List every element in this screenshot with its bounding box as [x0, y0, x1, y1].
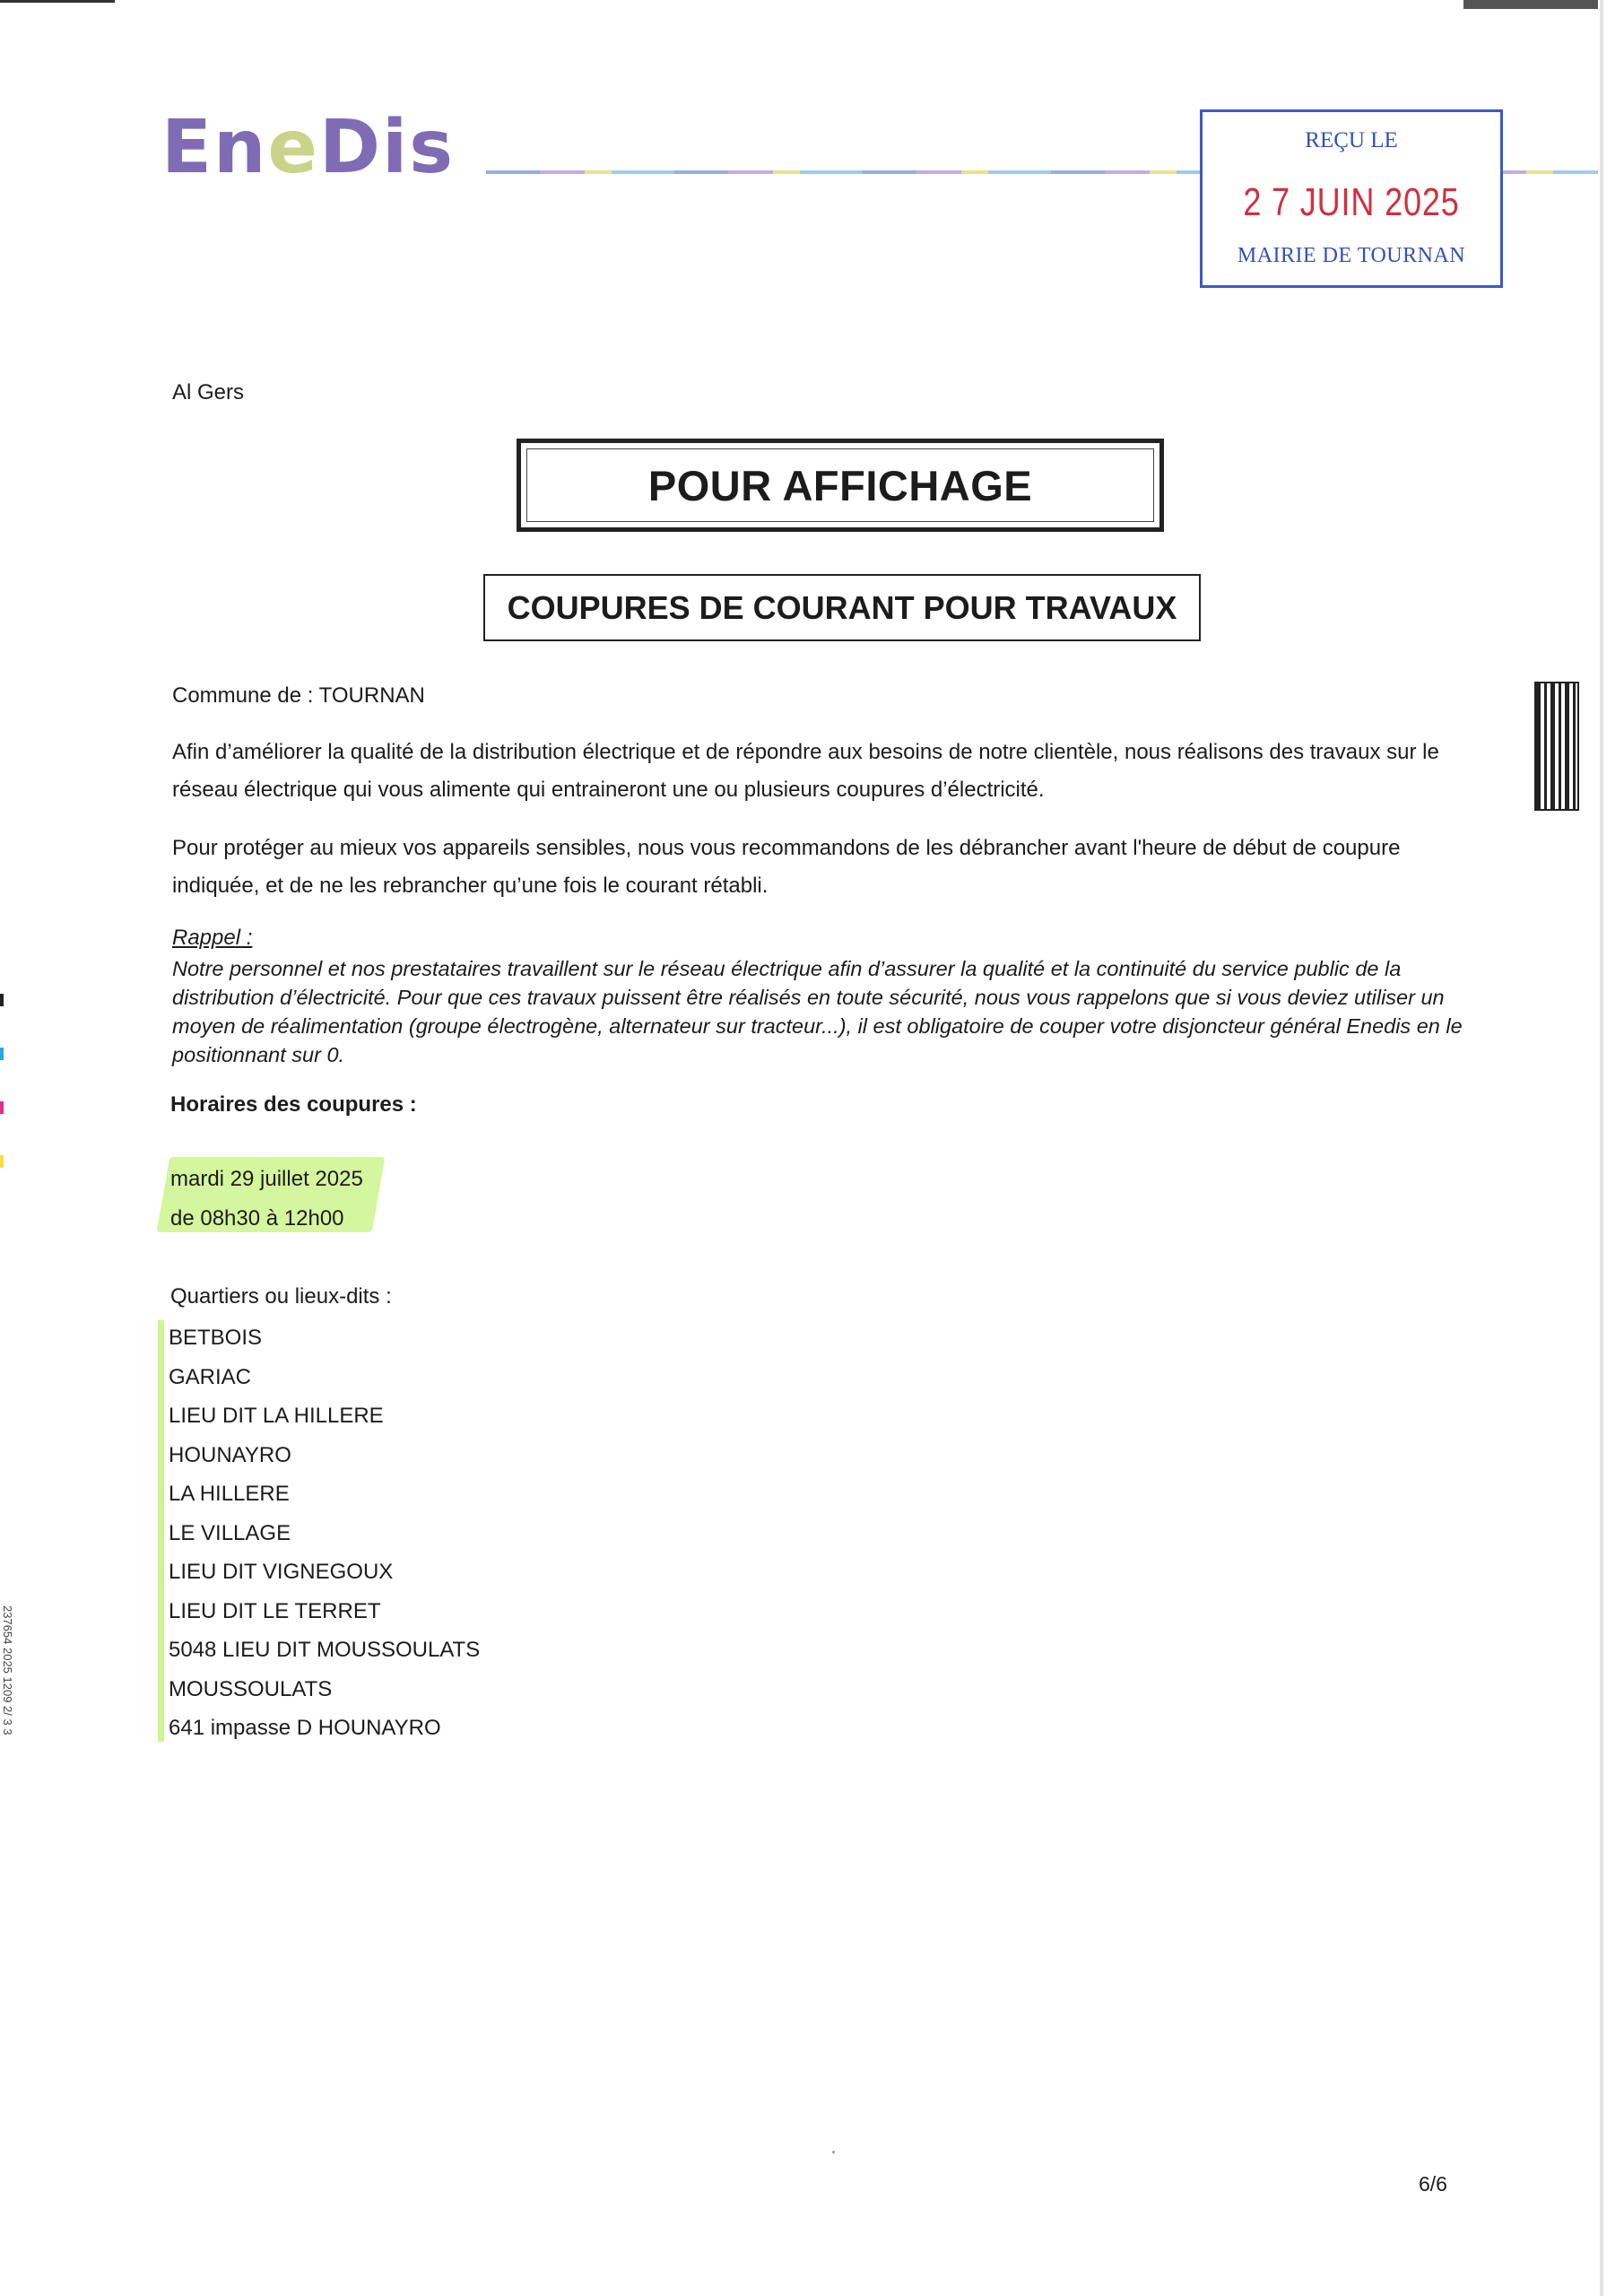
list-item: LIEU DIT LA HILLERE	[169, 1404, 384, 1428]
list-item: LA HILLERE	[169, 1482, 290, 1506]
recipient: Al Gers	[172, 380, 245, 404]
advice-paragraph: Pour protéger au mieux vos appareils sensibles, nous vous recommandons de les débrancher avant l'heure de début de coupure indiquée, et de ne les rebrancher qu’une fois le courant rétabli.	[172, 836, 1401, 898]
outage-time: de 08h30 à 12h00	[170, 1206, 344, 1231]
rappel-heading	[172, 920, 252, 956]
margin-mark-black	[0, 994, 4, 1006]
margin-mark-yellow	[0, 1155, 4, 1168]
affichage-box	[517, 439, 1164, 532]
logo-text-part: e	[267, 105, 320, 190]
margin-mark-cyan	[0, 1048, 4, 1060]
outage-date: mardi 29 juillet 2025	[170, 1167, 363, 1191]
list-item: GARIAC	[169, 1364, 252, 1389]
list-item: 5048 LIEU DIT MOUSSOULATS	[169, 1638, 481, 1662]
reception-stamp	[1200, 109, 1503, 288]
coupures-title: COUPURES DE COURANT POUR TRAVAUX	[483, 574, 1201, 641]
enedis-logo	[161, 105, 456, 190]
rappel-heading-label: Rappel	[172, 926, 241, 950]
list-item: LIEU DIT LE TERRET	[169, 1598, 381, 1623]
scan-mark-top-right	[1463, 0, 1598, 9]
list-item: LIEU DIT VIGNEGOUX	[169, 1560, 394, 1584]
list-item: 641 impasse D HOUNAYRO	[169, 1716, 441, 1740]
scan-mark-top-left	[0, 0, 115, 3]
places-highlight	[158, 1320, 164, 1742]
page-edge	[1600, 0, 1603, 2296]
scan-speck	[832, 2151, 835, 2153]
stamp-title: REÇU LE	[1305, 128, 1398, 152]
affichage-title: POUR AFFICHAGE	[526, 448, 1154, 522]
rappel-heading-colon: :	[240, 926, 253, 950]
stamp-date: 2 7 JUIN 2025	[1243, 180, 1460, 224]
intro-paragraph: Afin d’améliorer la qualité de la distribution électrique et de répondre aux besoins de notre clientèle, nous réalisons des travaux sur le réseau électrique qui vous alimente qui entraineront une ou plusieurs coupures d’électricité.	[172, 740, 1439, 802]
datamatrix-barcode	[1534, 682, 1579, 811]
quartiers-title: Quartiers ou lieux-dits :	[170, 1284, 392, 1309]
margin-mark-magenta	[0, 1101, 4, 1114]
rappel-text: Notre personnel et nos prestataires travaillent sur le réseau électrique afin d’assurer la qualité et la continuité du service public de la distribution d’électricité. Pour que ces travaux puissent être réalisés en toute sécurité, nous vous rappelons que si vous deviez utiliser un moyen de réalimentation (groupe électrogène, alternateur sur tracteur...), il est obligatoire de couper votre disjoncteur général Enedis en le positionnant sur 0.	[172, 957, 1463, 1066]
list-item: MOUSSOULATS	[169, 1676, 333, 1701]
page-number: 6/6	[1419, 2172, 1447, 2196]
list-item: HOUNAYRO	[169, 1442, 291, 1467]
list-item: BETBOIS	[169, 1326, 263, 1350]
list-item: LE VILLAGE	[169, 1520, 291, 1545]
commune-line: Commune de : TOURNAN	[172, 683, 425, 708]
logo-text-part: En	[161, 105, 268, 190]
stamp-place: MAIRIE DE TOURNAN	[1237, 244, 1466, 267]
places-list	[169, 1318, 480, 1748]
logo-text-part: Dis	[319, 105, 456, 190]
horaires-title: Horaires des coupures :	[170, 1092, 417, 1117]
side-document-id: 237654 2025 1209 2/ 3 3	[1, 1605, 14, 1735]
